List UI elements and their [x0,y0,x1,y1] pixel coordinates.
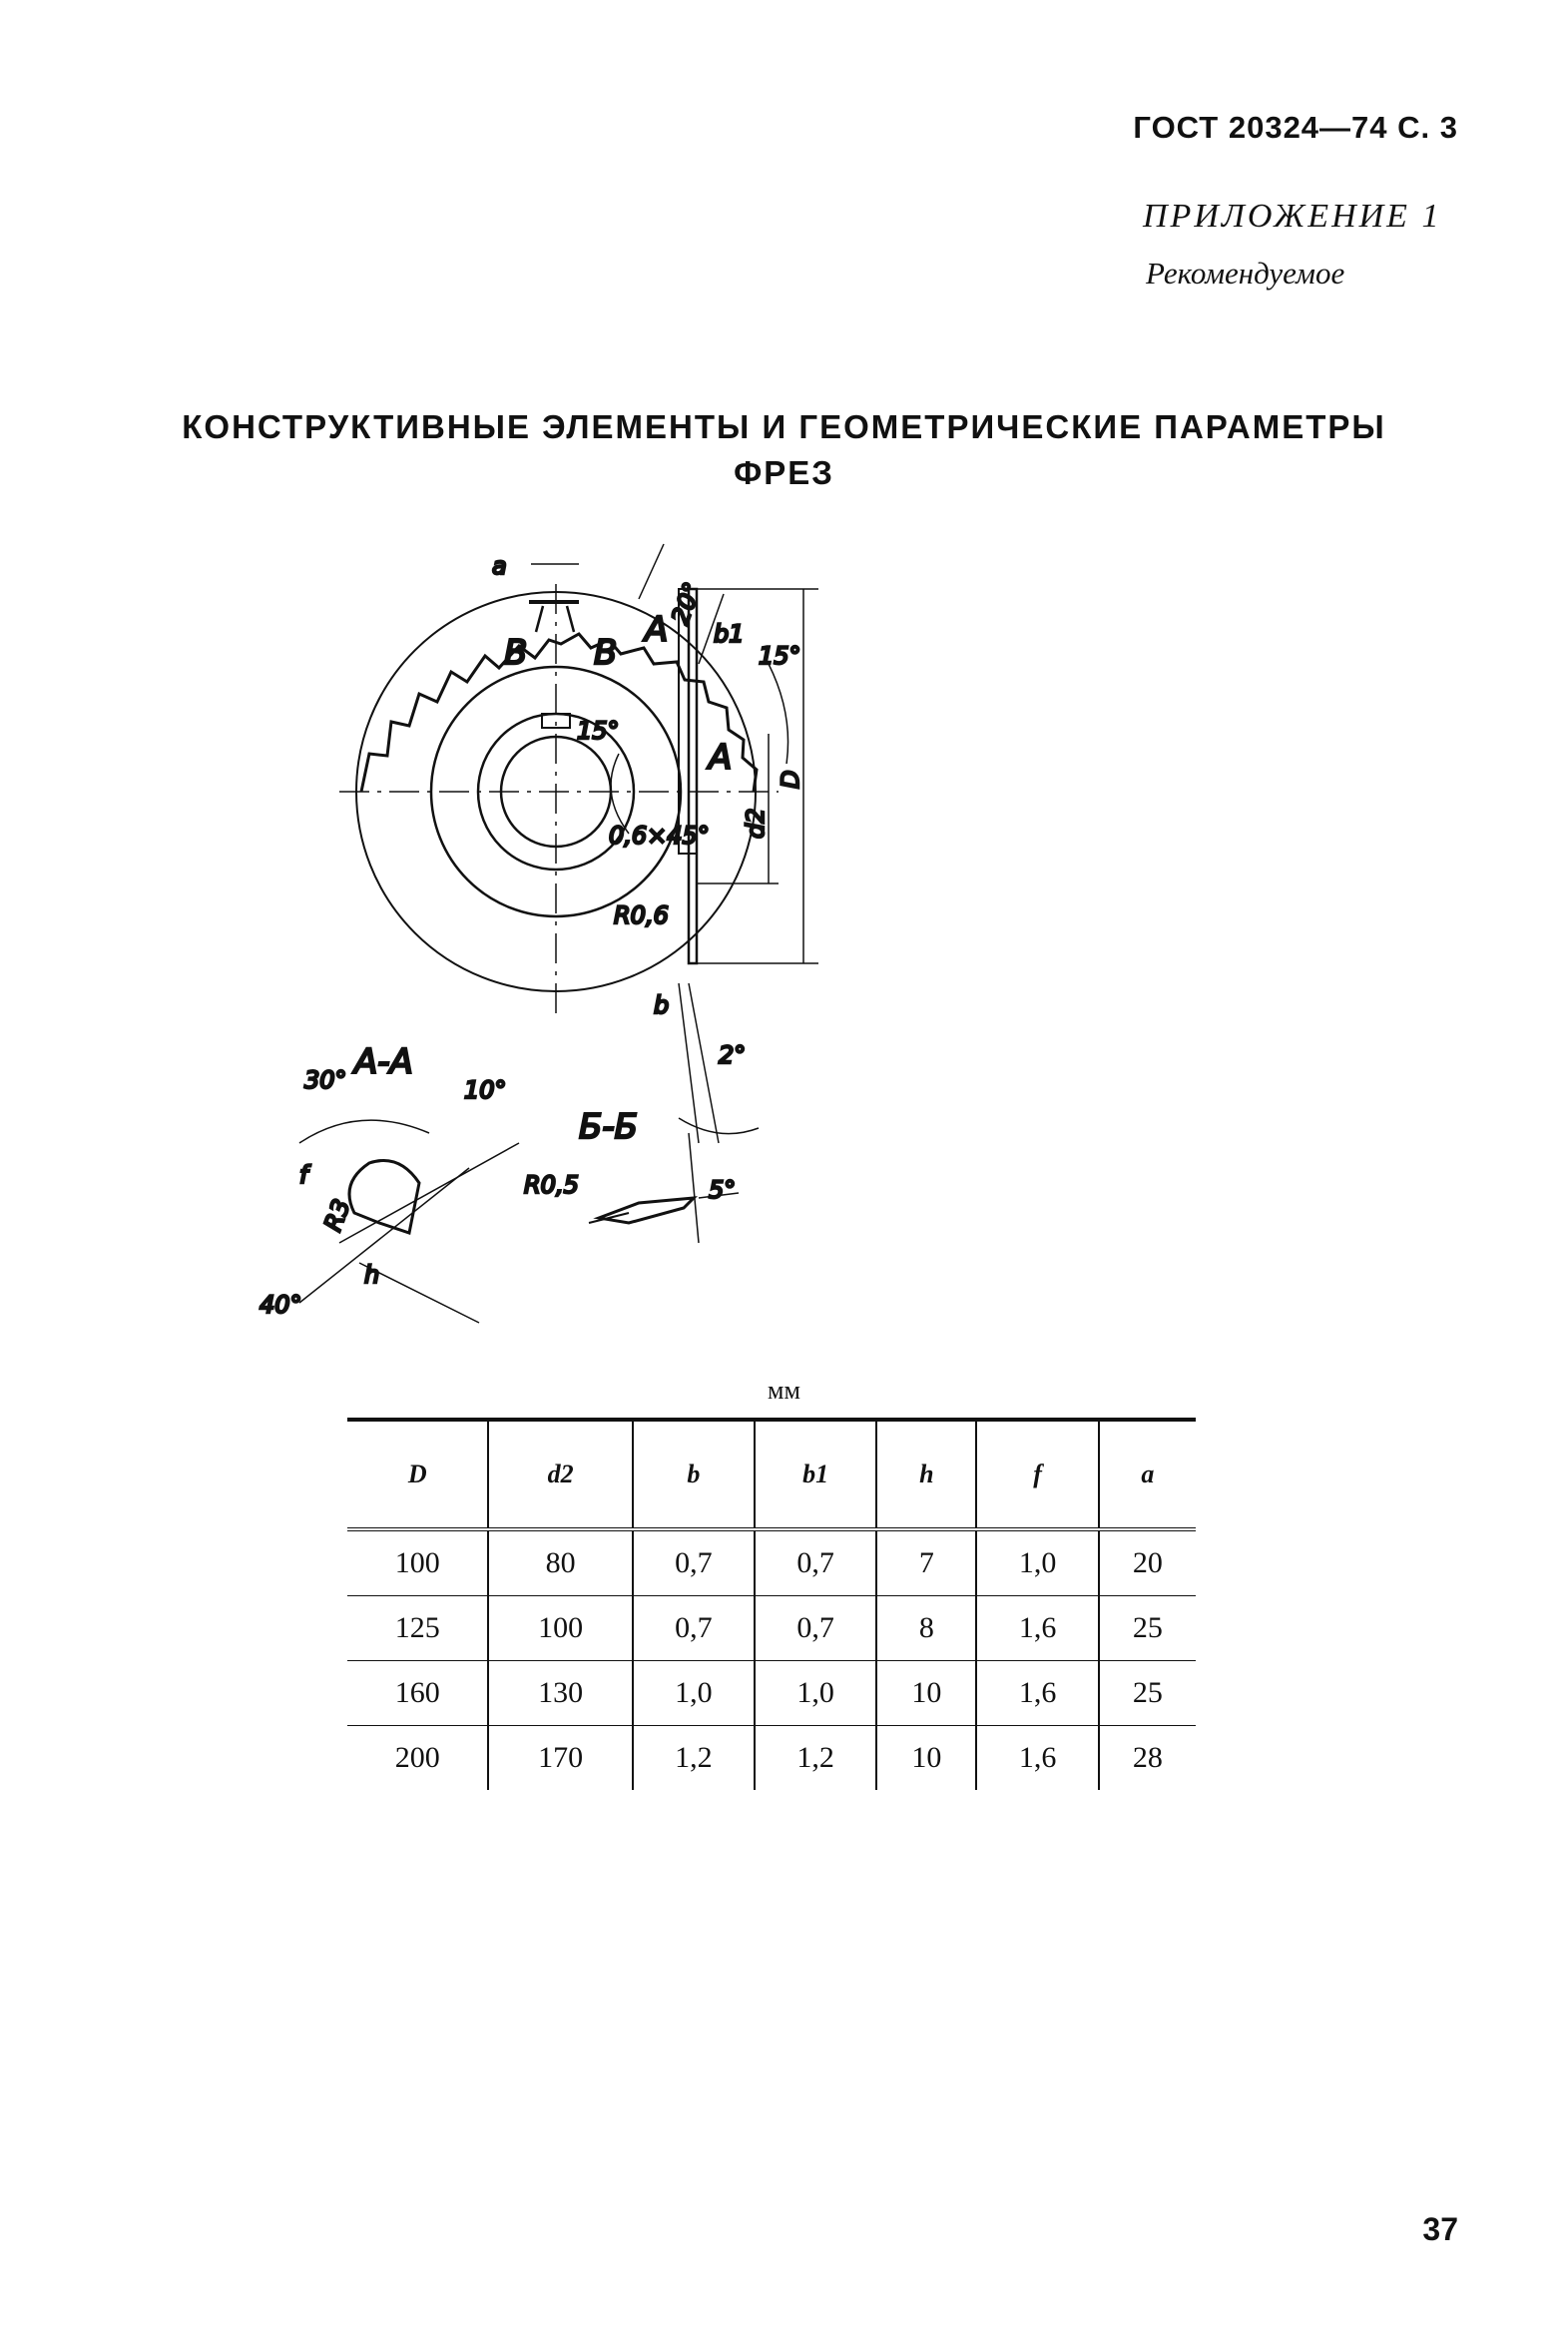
table-cell: 160 [347,1661,488,1726]
table-cell: 0,7 [755,1596,876,1661]
page-number: 37 [1422,2211,1458,2247]
label-angle-20: 20° [666,578,708,629]
table-cell: 10 [876,1661,976,1726]
table-cell: 28 [1099,1726,1196,1791]
table-cell: 10 [876,1726,976,1791]
table-cell: 0,7 [633,1529,755,1596]
table-cell: 1,0 [976,1529,1098,1596]
label-r05: R0,5 [524,1171,579,1199]
standard-header: ГОСТ 20324—74 С. 3 [1133,110,1458,145]
label-angle-15-left: 15° [577,717,620,745]
spec-table [347,1418,1196,1790]
table-cell: 1,2 [755,1726,876,1791]
label-angle-40: 40° [260,1291,302,1319]
table-cell: 1,6 [976,1661,1098,1726]
label-section-mark-a-mid: A [709,738,733,778]
label-section-aa: А-А [354,1042,413,1082]
table-cell: 1,0 [633,1661,755,1726]
table-row [347,1726,1196,1791]
col-header: f [976,1420,1098,1529]
table-cell: 80 [488,1529,632,1596]
label-angle-10: 10° [464,1076,507,1104]
label-a: a [492,552,507,580]
table-cell: 170 [488,1726,632,1791]
label-b1: b1 [714,620,745,648]
table-cell: 25 [1099,1596,1196,1661]
label-b-right: B [594,633,618,673]
col-header: a [1099,1420,1196,1529]
label-chamfer: 0,6×45° [609,822,710,850]
label-angle-5: 5° [709,1176,737,1204]
label-D: D [777,770,804,789]
table-cell: 100 [488,1596,632,1661]
title-line-2: ФРЕЗ [734,454,834,491]
col-header: b1 [755,1420,876,1529]
table-cell: 1,0 [755,1661,876,1726]
table-cell: 20 [1099,1529,1196,1596]
label-b: b [654,991,670,1019]
table-cell: 8 [876,1596,976,1661]
table-cell: 125 [347,1596,488,1661]
table-cell: 1,2 [633,1726,755,1791]
table-cell: 25 [1099,1661,1196,1726]
table-cell: 130 [488,1661,632,1726]
appendix-subtitle: Рекомендуемое [1146,256,1345,291]
table-header-row [347,1420,1196,1529]
appendix-title: ПРИЛОЖЕНИЕ 1 [1143,198,1442,235]
table-row [347,1596,1196,1661]
table-cell: 7 [876,1529,976,1596]
label-section-mark-a-top: A [645,610,669,650]
table-row [347,1661,1196,1726]
label-section-bb: Б-Б [579,1107,638,1147]
table-cell: 1,6 [976,1596,1098,1661]
cutter-front-view [339,544,779,1013]
label-r06: R0,6 [614,901,669,929]
label-angle-30: 30° [304,1066,347,1094]
table-row [347,1529,1196,1596]
table-cell: 0,7 [755,1529,876,1596]
table-units: мм [768,1376,800,1405]
table-cell: 1,6 [976,1726,1098,1791]
label-d2: d2 [742,808,770,839]
label-angle-15-top: 15° [759,642,801,670]
label-f: f [299,1161,308,1189]
label-h: h [364,1261,380,1289]
label-b-left: B [504,633,528,673]
col-header: D [347,1420,488,1529]
table-cell: 0,7 [633,1596,755,1661]
col-header: b [633,1420,755,1529]
table-cell: 100 [347,1529,488,1596]
title-line-1: КОНСТРУКТИВНЫЕ ЭЛЕМЕНТЫ И ГЕОМЕТРИЧЕСКИЕ ПАРАМЕТРЫ [182,408,1386,445]
col-header: d2 [488,1420,632,1529]
label-angle-2: 2° [719,1041,747,1069]
table-cell: 200 [394,1741,440,1774]
page-title [0,404,1568,496]
label-r3: R3 [318,1195,356,1236]
col-header: h [876,1420,976,1529]
cutter-drawing [260,544,1258,1343]
